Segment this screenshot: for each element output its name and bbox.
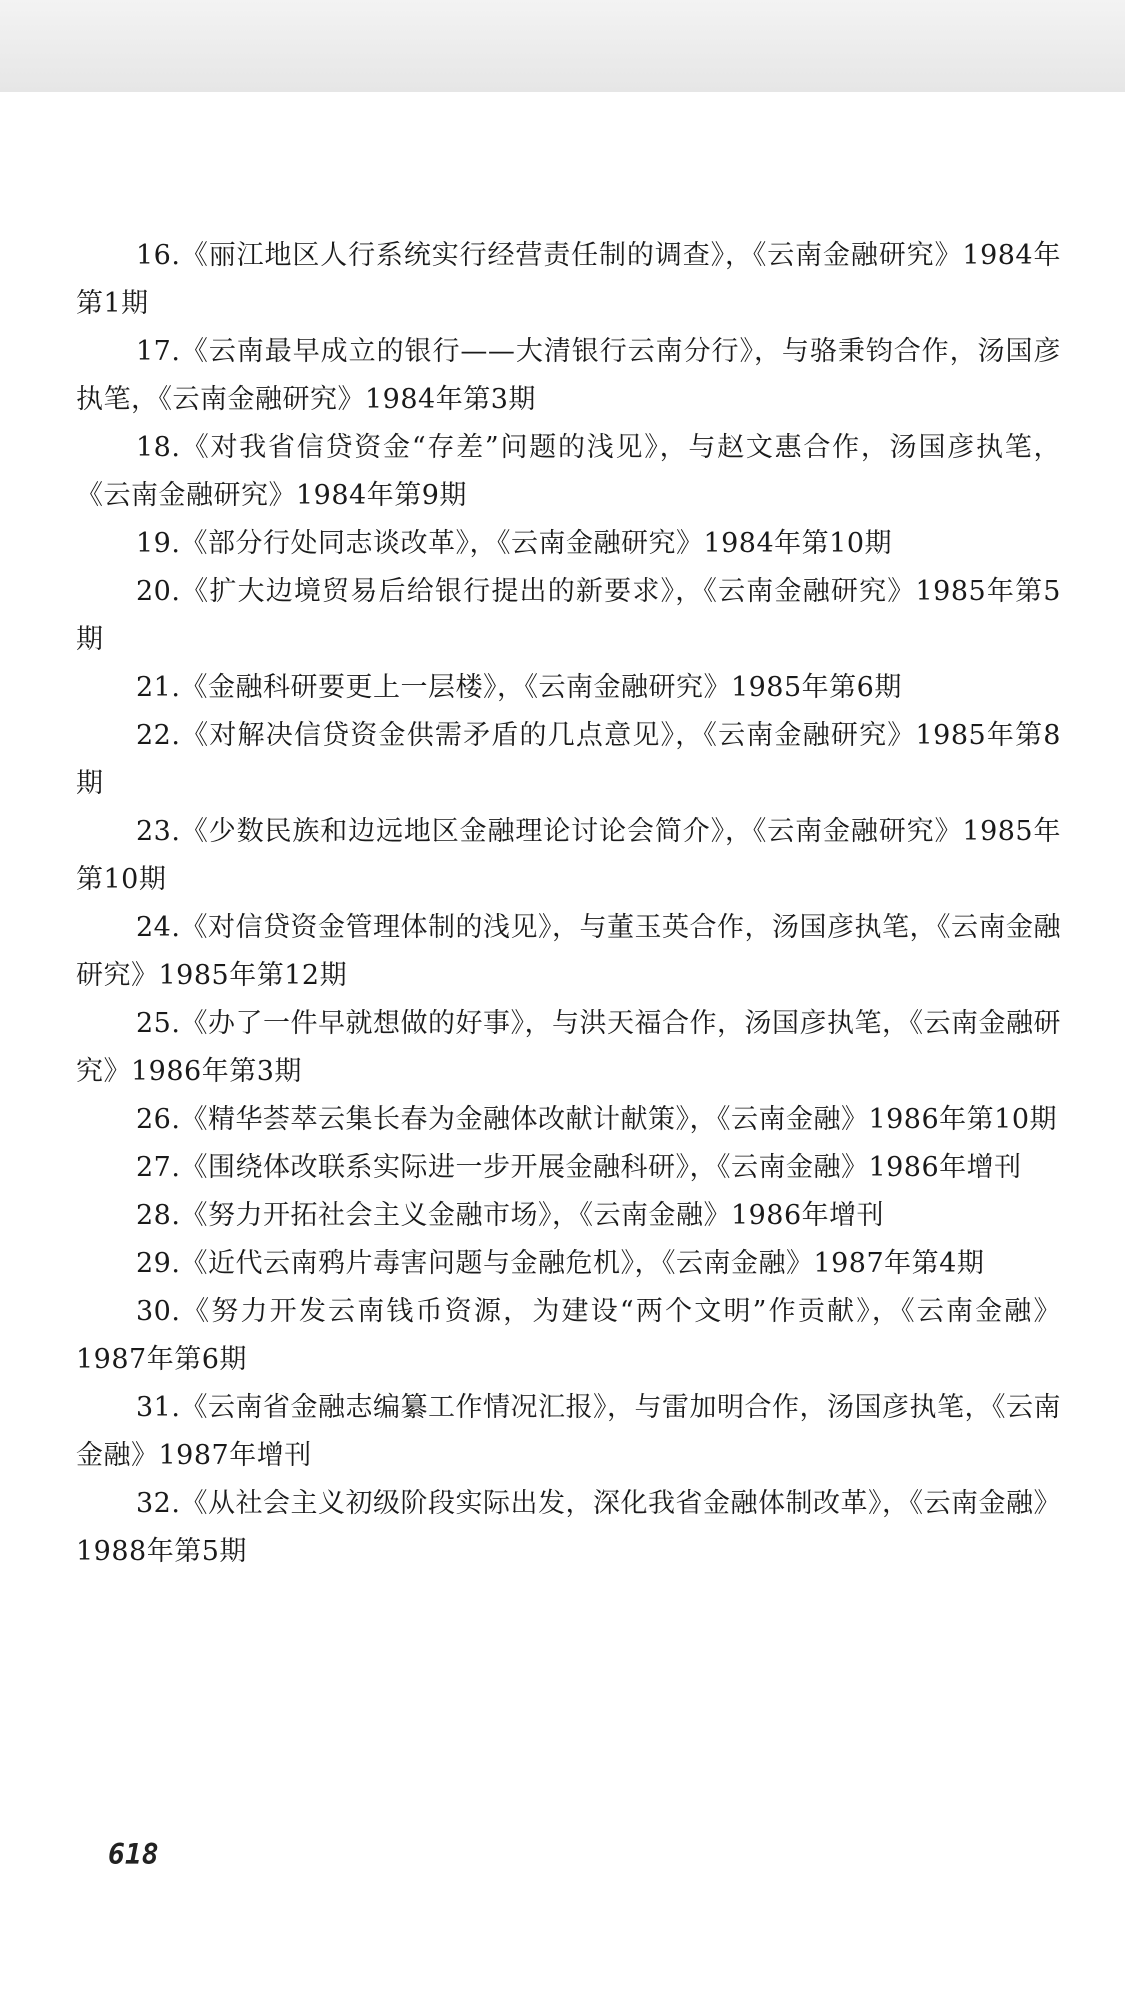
reference-entry: 20.《扩大边境贸易后给银行提出的新要求》，《云南金融研究》1985年第5期 <box>76 576 1061 655</box>
reference-entry: 16.《丽江地区人行系统实行经营责任制的调查》，《云南金融研究》1984年第1期 <box>76 240 1061 319</box>
reference-entry: 30.《努力开发云南钱币资源，为建设“两个文明”作贡献》，《云南金融》1987年第6期 <box>76 1296 1061 1375</box>
reference-entry: 19.《部分行处同志谈改革》，《云南金融研究》1984年第10期 <box>136 528 893 559</box>
reference-entry: 27.《围绕体改联系实际进一步开展金融科研》，《云南金融》1986年增刊 <box>136 1152 1022 1183</box>
reference-entry: 17.《云南最早成立的银行——大清银行云南分行》，与骆秉钧合作，汤国彦执笔，《云南金融研究》1984年第3期 <box>76 336 1061 415</box>
reference-list <box>76 232 1061 1576</box>
page-number: 618 <box>108 1838 159 1871</box>
reference-entry: 29.《近代云南鸦片毒害问题与金融危机》，《云南金融》1987年第4期 <box>136 1248 985 1279</box>
reference-entry: 18.《对我省信贷资金“存差”问题的浅见》，与赵文惠合作，汤国彦执笔，《云南金融研究》1984年第9期 <box>76 432 1061 511</box>
reference-entry: 23.《少数民族和边远地区金融理论讨论会简介》，《云南金融研究》1985年第10期 <box>76 816 1061 895</box>
reference-entry: 26.《精华荟萃云集长春为金融体改献计献策》，《云南金融》1986年第10期 <box>136 1104 1058 1135</box>
reference-entry: 32.《从社会主义初级阶段实际出发，深化我省金融体制改革》，《云南金融》1988年第5期 <box>76 1488 1061 1567</box>
reference-entry: 24.《对信贷资金管理体制的浅见》，与董玉英合作，汤国彦执笔，《云南金融研究》1985年第12期 <box>76 912 1061 991</box>
reference-entry: 22.《对解决信贷资金供需矛盾的几点意见》，《云南金融研究》1985年第8期 <box>76 720 1061 799</box>
reference-entry: 28.《努力开拓社会主义金融市场》，《云南金融》1986年增刊 <box>136 1200 885 1231</box>
reference-entry: 25.《办了一件早就想做的好事》，与洪天福合作，汤国彦执笔，《云南金融研究》1986年第3期 <box>76 1008 1061 1087</box>
reader-top-bar <box>0 0 1125 93</box>
reference-entry: 31.《云南省金融志编纂工作情况汇报》，与雷加明合作，汤国彦执笔，《云南金融》1987年增刊 <box>76 1392 1061 1471</box>
reference-entry: 21.《金融科研要更上一层楼》，《云南金融研究》1985年第6期 <box>136 672 902 703</box>
